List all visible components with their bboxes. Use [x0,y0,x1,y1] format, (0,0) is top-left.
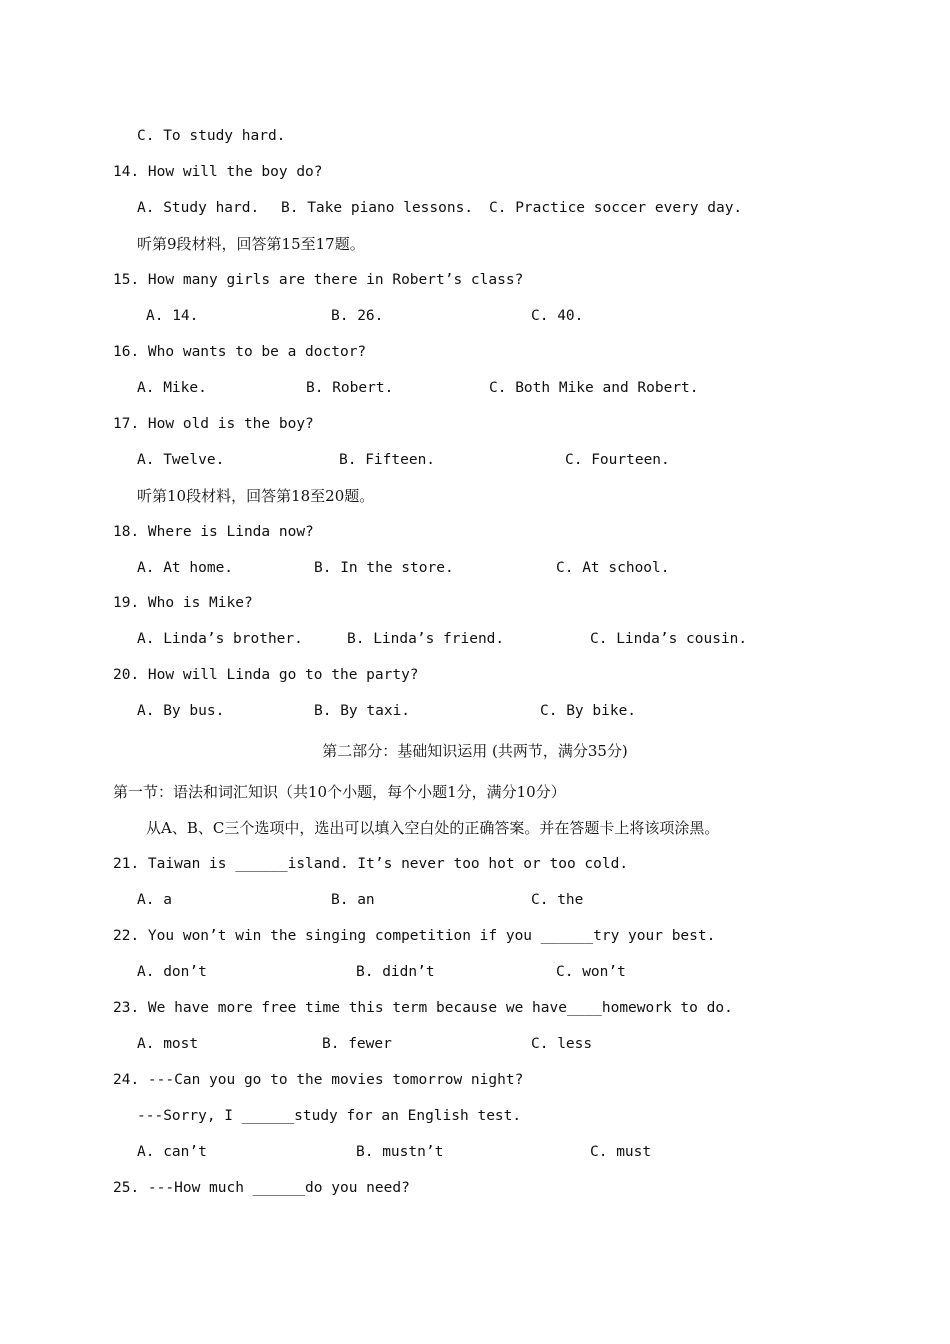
question-17: 17. How old is the boy? [113,416,314,432]
section-instruction-9: 听第9段材料，回答第15至17题。 [137,235,365,253]
q15-option-c: C. 40. [531,308,584,324]
question-23: 23. We have more free time this term because we have____homework to do. [113,1000,733,1016]
q20-option-c: C. By bike. [540,703,637,719]
q18-option-c: C. At school. [556,560,670,576]
question-20: 20. How will Linda go to the party? [113,667,419,683]
q23-option-a: A. most [137,1036,199,1052]
question-25: 25. ---How much ______do you need? [113,1180,410,1196]
q16-option-b: B. Robert. [306,380,394,396]
q15-option-b: B. 26. [331,308,384,324]
question-21: 21. Taiwan is ______island. It’s never too hot or too cold. [113,856,629,872]
question-24: 24. ---Can you go to the movies tomorrow night? [113,1072,524,1088]
q19-option-b: B. Linda’s friend. [347,631,505,647]
q14-option-a: A. Study hard. [137,200,260,216]
section-instruction-10: 听第10段材料，回答第18至20题。 [137,487,375,505]
question-15: 15. How many girls are there in Robert’s class? [113,272,524,288]
q19-option-a: A. Linda’s brother. [137,631,303,647]
q21-option-a: A. a [137,892,172,908]
question-18: 18. Where is Linda now? [113,524,314,540]
section-one-heading: 第一节：语法和词汇知识（共10个小题，每个小题1分，满分10分） [113,783,566,801]
q13-option-c: C. To study hard. [137,128,286,144]
q22-option-a: A. don’t [137,964,207,980]
q14-option-c: C. Practice soccer every day. [489,200,743,216]
q20-option-a: A. By bus. [137,703,225,719]
q19-option-c: C. Linda’s cousin. [590,631,748,647]
question-19: 19. Who is Mike? [113,595,253,611]
q23-option-b: B. fewer [322,1036,392,1052]
section-one-instruction: 从A、B、C三个选项中，选出可以填入空白处的正确答案。并在答题卡上将该项涂黑。 [146,819,720,837]
question-16: 16. Who wants to be a doctor? [113,344,367,360]
q24-option-c: C. must [590,1144,652,1160]
q16-option-a: A. Mike. [137,380,207,396]
question-22: 22. You won’t win the singing competition if you ______try your best. [113,928,716,944]
q18-option-a: A. At home. [137,560,234,576]
part-two-heading: 第二部分：基础知识运用 (共两节，满分35分) [322,742,628,760]
q16-option-c: C. Both Mike and Robert. [489,380,699,396]
q17-option-a: A. Twelve. [137,452,225,468]
q17-option-c: C. Fourteen. [565,452,670,468]
q21-option-b: B. an [331,892,375,908]
q21-option-c: C. the [531,892,584,908]
q23-option-c: C. less [531,1036,593,1052]
q24-option-b: B. mustn’t [356,1144,444,1160]
q15-option-a: A. 14. [146,308,199,324]
q18-option-b: B. In the store. [314,560,454,576]
q22-option-b: B. didn’t [356,964,435,980]
q14-option-b: B. Take piano lessons. [281,200,474,216]
q17-option-b: B. Fifteen. [339,452,436,468]
q24-option-a: A. can’t [137,1144,207,1160]
q22-option-c: C. won’t [556,964,626,980]
q20-option-b: B. By taxi. [314,703,411,719]
question-24-reply: ---Sorry, I ______study for an English test. [137,1108,522,1124]
question-14: 14. How will the boy do? [113,164,323,180]
